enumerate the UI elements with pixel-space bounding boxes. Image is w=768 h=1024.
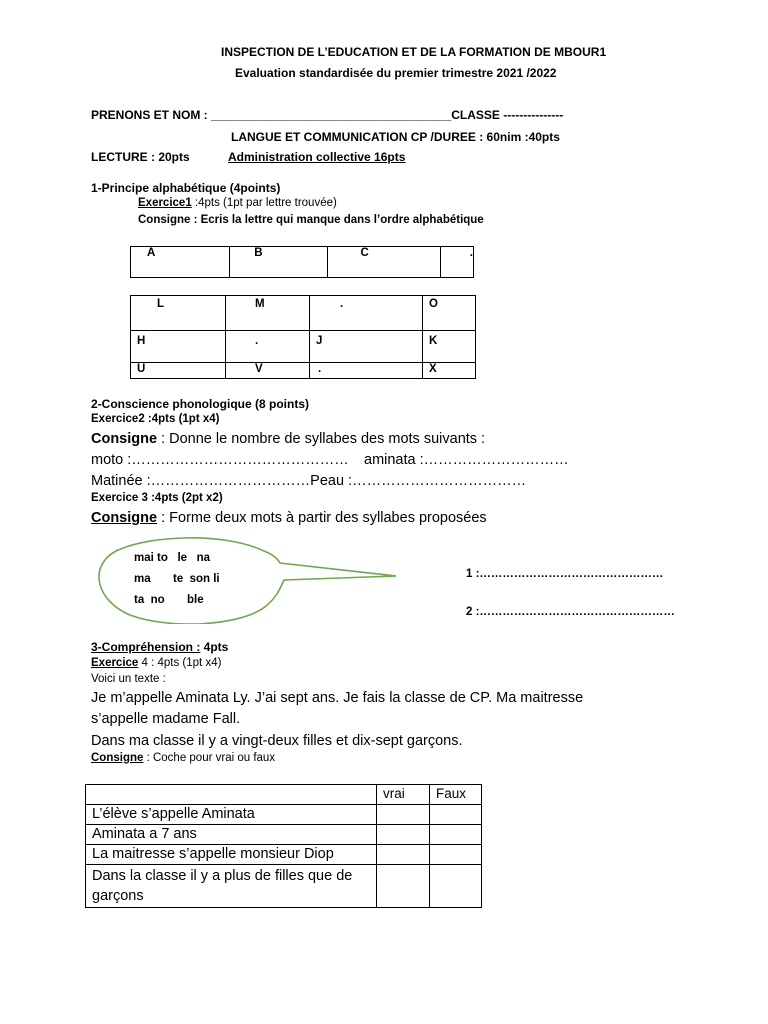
table-cell: L	[131, 296, 226, 331]
faux-checkbox[interactable]	[430, 845, 482, 865]
consigne3-label: Consigne	[91, 752, 144, 764]
header-subtitle: Evaluation standardisée du premier trimestre 2021 /2022	[235, 66, 557, 80]
consigne2-text: : Forme deux mots à partir des syllabes proposées	[157, 510, 487, 526]
table-cell: .	[440, 247, 473, 278]
consigne1-label: Consigne	[91, 431, 158, 447]
consigne1-line	[91, 431, 485, 447]
table-header-vrai: vrai	[377, 785, 430, 805]
alphabet-table-1	[130, 246, 474, 278]
subject-line: LANGUE ET COMMUNICATION CP /DUREE : 60nim :40pts	[231, 130, 560, 144]
name-class-line: PRENONS ET NOM : ____________________________________CLASSE ---------------	[91, 108, 564, 122]
consigne3-text: : Coche pour vrai ou faux	[143, 752, 276, 764]
table-cell: V	[226, 363, 310, 379]
matinee-peau-line: Matinée :……………………………Peau :………………………………	[91, 473, 527, 489]
section3-title	[91, 640, 228, 654]
table-cell: A	[131, 247, 230, 278]
exercise4-points: 4 : 4pts (1pt x4)	[138, 657, 222, 669]
answer-line-2: 2 :……………………………………………	[466, 606, 675, 618]
vrai-checkbox[interactable]	[377, 825, 430, 845]
exercise2-label: Exercice2 :4pts (1pt x4)	[91, 413, 220, 425]
statement-cell: Dans la classe il y a plus de filles que de garçons	[86, 865, 377, 908]
table-cell: O	[423, 296, 476, 331]
exercise3-label: Exercice 3 :4pts (2pt x2)	[91, 492, 223, 504]
section1-title: 1-Principe alphabétique (4points)	[91, 181, 281, 195]
exercise1-label: Exercice1	[138, 197, 192, 209]
aminata-line: aminata :…………………………	[364, 452, 569, 468]
exercise1-points: :4pts (1pt par lettre trouvée)	[191, 197, 337, 209]
bubble-syllables-2: ma te son li	[134, 573, 220, 585]
consigne2-line	[91, 510, 487, 526]
table-cell: K	[423, 331, 476, 363]
answer-line-1: 1 :…………………………………………	[466, 568, 664, 580]
section3-label: 3-Compréhension :	[91, 640, 201, 654]
bubble-syllables-1: mai to le na	[134, 552, 211, 564]
table-cell: B	[230, 247, 327, 278]
faux-checkbox[interactable]	[430, 805, 482, 825]
alphabet-table-2	[130, 295, 476, 379]
reading-text-line-3: Dans ma classe il y a vingt-deux filles et dix-sept garçons.	[91, 733, 463, 749]
table-header-faux: Faux	[430, 785, 482, 805]
section2-title: 2-Conscience phonologique (8 points)	[91, 397, 310, 411]
lecture-label: LECTURE : 20pts	[91, 150, 190, 164]
bubble-syllables-3: ta no ble	[134, 594, 204, 606]
consigne1-text: : Donne le nombre de syllabes des mots suivants :	[157, 431, 486, 447]
vrai-checkbox[interactable]	[377, 845, 430, 865]
vrai-checkbox[interactable]	[377, 865, 430, 908]
header-title: INSPECTION DE L’EDUCATION ET DE LA FORMATION DE MBOUR1	[221, 45, 607, 59]
text-intro: Voici un texte :	[91, 673, 166, 685]
table-cell: M	[226, 296, 310, 331]
table-cell: .	[226, 331, 310, 363]
statement-cell: La maitresse s’appelle monsieur Diop	[86, 845, 377, 865]
exercise4-label: Exercice	[91, 657, 139, 669]
statement-cell: L’élève s’appelle Aminata	[86, 805, 377, 825]
table-cell: .	[310, 296, 423, 331]
reading-text-line-2: s’appelle madame Fall.	[91, 711, 241, 727]
true-false-table	[85, 784, 482, 908]
faux-checkbox[interactable]	[430, 825, 482, 845]
table-cell: U	[131, 363, 226, 379]
statement-cell: Aminata a 7 ans	[86, 825, 377, 845]
consigne3-line	[91, 752, 275, 764]
table-cell: X	[423, 363, 476, 379]
table-cell: J	[310, 331, 423, 363]
table-cell: H	[131, 331, 226, 363]
exercise1-instruction: Consigne : Ecris la lettre qui manque dans l’ordre alphabétique	[138, 214, 484, 226]
reading-text-line-1: Je m’appelle Aminata Ly. J’ai sept ans. Je fais la classe de CP. Ma maitresse	[91, 690, 584, 706]
consigne2-label: Consigne	[91, 510, 158, 526]
table-cell: .	[310, 363, 423, 379]
table-header-cell	[86, 785, 377, 805]
admin-label: Administration collective 16pts	[228, 150, 406, 164]
faux-checkbox[interactable]	[430, 865, 482, 908]
vrai-checkbox[interactable]	[377, 805, 430, 825]
exercise1-line	[138, 197, 337, 209]
moto-line: moto :………………………………………	[91, 452, 349, 468]
table-cell: C	[327, 247, 440, 278]
exercise4-line	[91, 657, 221, 669]
section3-points: 4pts	[200, 640, 229, 654]
